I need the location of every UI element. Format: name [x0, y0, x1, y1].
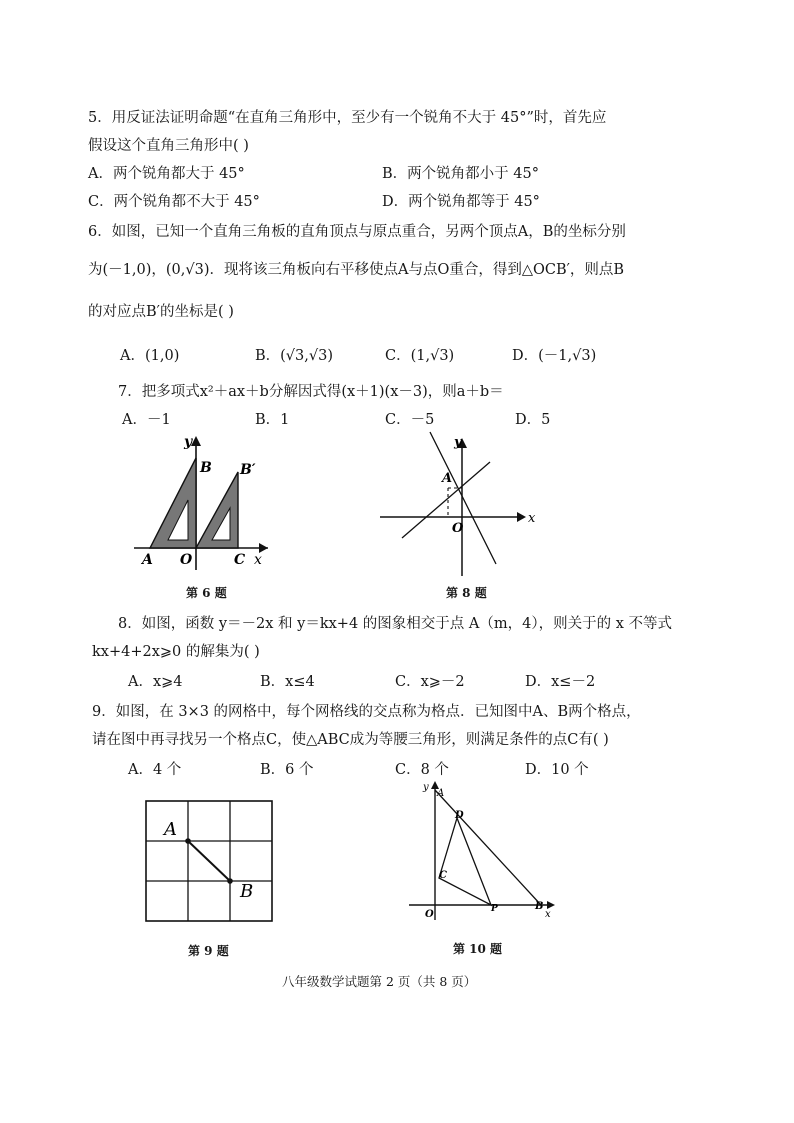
figure-6: [130, 432, 280, 577]
q9-stem-line2: 请在图中再寻找另一个格点C，使△ABC成为等腰三角形，则满足条件的点C有( ): [92, 732, 609, 748]
fig10-label-a: A: [437, 788, 445, 799]
fig10-label-x: x: [545, 909, 551, 920]
fig10-label-d: D: [455, 810, 464, 821]
fig6-label-x: x: [254, 552, 262, 568]
fig8-label-x: x: [528, 511, 536, 526]
fig8-label-o: O: [452, 521, 464, 536]
fig6-label-c: C: [234, 552, 246, 568]
fig8-label-y: y: [454, 435, 462, 450]
fig6-label-a: A: [142, 552, 153, 568]
fig9-label-a: A: [164, 819, 177, 840]
q9-option-d: D．10 个: [525, 762, 589, 778]
q6-stem-line2: 为(－1,0)，(0,√3)．现将该三角板向右平移使点A与点O重合，得到△OCB′，则点B: [88, 262, 625, 278]
q7-option-d: D．5: [515, 412, 551, 428]
q8-stem-line2: kx+4+2x⩾0 的解集为( ): [92, 644, 260, 660]
fig6-label-b: B: [200, 460, 212, 476]
q9-option-b: B．6 个: [260, 762, 314, 778]
q6-stem-line1: 6．如图，已知一个直角三角板的直角顶点与原点重合，另两个顶点A，B的坐标分别: [88, 224, 626, 240]
q6-option-d: D．(－1,√3): [512, 348, 597, 364]
fig10-label-c: C: [439, 870, 447, 881]
fig9-label-b: B: [240, 881, 254, 902]
q6-option-a: A．(1,0): [120, 348, 180, 364]
q7-option-b: B．1: [255, 412, 290, 428]
q8-option-b: B．x≤4: [260, 674, 315, 690]
q8-option-a: A．x⩾4: [128, 674, 183, 690]
point-b: [227, 878, 233, 884]
fig10-label-p: P: [491, 904, 498, 914]
q5-stem-line1: 5．用反证法证明命题“在直角三角形中，至少有一个锐角不大于 45°”时，首先应: [88, 110, 607, 126]
q8-option-c: C．x⩾－2: [395, 674, 465, 690]
fig6-caption: 第 6 题: [186, 586, 227, 600]
q7-stem: 7．把多项式x²＋ax＋b分解因式得(x＋1)(x－3)，则a＋b＝: [118, 384, 504, 400]
q6-option-c: C．(1,√3): [385, 348, 455, 364]
fig6-label-o: O: [180, 552, 193, 568]
q5-stem-line2: 假设这个直角三角形中( ): [88, 138, 249, 154]
line-y-neg2x: [430, 432, 496, 564]
q9-option-a: A．4 个: [128, 762, 182, 778]
fig8-caption: 第 8 题: [446, 586, 487, 600]
fig10-caption: 第 10 题: [453, 942, 503, 956]
q7-option-a: A．－1: [122, 412, 171, 428]
fig10-label-o: O: [425, 909, 434, 920]
figure-8: [372, 430, 537, 580]
fig10-label-y: y: [423, 782, 429, 793]
segment-ab: [435, 790, 541, 905]
figure-9: [140, 795, 280, 930]
q9-option-c: C．8 个: [395, 762, 449, 778]
q9-stem-line1: 9．如图，在 3×3 的网格中，每个网格线的交点称为格点．已知图中A、B两个格点，: [92, 704, 641, 720]
segment-ab: [188, 841, 230, 881]
fig6-label-y: y: [184, 434, 193, 450]
q8-option-d: D．x≤－2: [525, 674, 596, 690]
q8-stem-line1: 8．如图，函数 y＝－2x 和 y＝kx+4 的图象相交于点 A（m，4），则关于的 x 不等式: [118, 616, 672, 632]
q5-option-d: D．两个锐角都等于 45°: [382, 194, 540, 210]
fig9-caption: 第 9 题: [188, 944, 229, 958]
point-a: [185, 838, 191, 844]
q5-option-a: A．两个锐角都大于 45°: [88, 166, 245, 182]
triangle-cdp: [439, 818, 491, 905]
q5-option-c: C．两个锐角都不大于 45°: [88, 194, 260, 210]
fig6-label-b-prime: B′: [240, 462, 256, 478]
page-footer: 八年级数学试题第 2 页（共 8 页）: [282, 974, 477, 989]
q5-option-b: B．两个锐角都小于 45°: [382, 166, 539, 182]
figure-10: [405, 778, 565, 926]
fig8-label-a: A: [442, 471, 453, 486]
q6-option-b: B．(√3,√3): [255, 348, 334, 364]
q7-option-c: C．－5: [385, 412, 435, 428]
fig10-label-b: B: [535, 901, 544, 912]
q6-stem-line3: 的对应点B′的坐标是( ): [88, 304, 234, 320]
